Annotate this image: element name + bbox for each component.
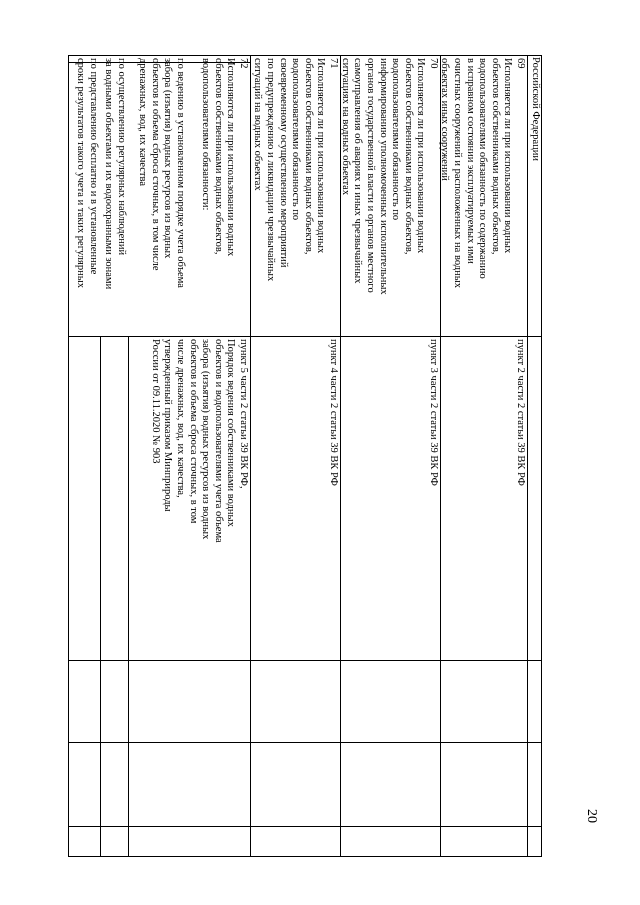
row-72-number: 72 (238, 58, 249, 69)
row-71-number: 71 (328, 58, 339, 69)
row-69-question: Исполняется ли при использовании водных объектов собственниками водных объектов, водопользователями обязанность по содержанию в исправном состоянии эксплуатируемых ими очистных сооружений и расположенных на водных объектах иных сооружений (439, 58, 514, 289)
row-70-number: 70 (428, 58, 439, 69)
continued-text: Российской Федерации (530, 57, 541, 161)
row-71 (250, 55, 340, 336)
row-70-ref: пункт 3 части 2 статьи 39 ВК РФ (428, 339, 439, 486)
row-72 (128, 55, 250, 336)
row-69 (440, 55, 527, 336)
row-71-ref: пункт 4 части 2 статьи 39 ВК РФ (328, 339, 339, 486)
row-72-subitem-1: по ведению в установленном порядке учета объема забора (изъятия) водных ресурсов из водных объектов и объема сброса сточных, в том числе дренажных, вод, их качества (137, 58, 187, 288)
row-72-question: Исполняются ли при использовании водных объектов собственниками водных объектов, водопользователями обязанности: (200, 58, 237, 257)
row-72-subitem-2: по осуществлению регулярных наблюдений за водными объектами и их водоохранными зонами (103, 58, 127, 290)
row-72-subrow-2 (100, 55, 128, 336)
row-72-subitem-3: по представлению бесплатно и в установленные сроки результатов такого учета и таких регулярных (75, 58, 99, 289)
row-69-ref: пункт 2 части 2 статьи 39 ВК РФ (515, 339, 526, 486)
col-divider (68, 826, 542, 827)
row-72-subrow-3 (68, 55, 100, 336)
col-divider (68, 742, 542, 743)
row-69-number: 69 (515, 58, 526, 69)
row-69-ref-cell (440, 336, 527, 660)
row-70-ref-cell (340, 336, 440, 660)
col-divider (68, 660, 542, 661)
page-number-text: 20 (584, 809, 599, 823)
row-71-question: Исполняется ли при использовании водных объектов собственниками водных объектов, водопользователями обязанность по своевременному осуществлению мероприятий по предупреждению и ликвидации чрезвычайных ситуаций на водных объектах (252, 58, 327, 282)
row-72-ref-cell (128, 336, 250, 660)
row-71-ref-cell (250, 336, 340, 660)
row-70-question: Исполняется ли при использовании водных объектов собственниками водных объектов, водопользователями обязанность по информированию уполномоченных исполнительных органов государственной власти и органов местного самоуправления об авариях и иных чрезвычайных ситуациях на водных объектах (339, 58, 427, 295)
row-72-ref: пункт 5 части 2 статьи 39 ВК РФ, Порядок ведения собственниками водных объектов и водопользователями учета объема забора (изъятия) водных ресурсов из водных объектов и объема сброса сточных, в том числе дренажных, вод, их качества, утвержденный приказом Минприроды России от 09.11.2020 № 903 (149, 339, 249, 543)
subrow-divider (100, 336, 101, 857)
row-continued (527, 55, 542, 336)
row-70 (340, 55, 440, 336)
